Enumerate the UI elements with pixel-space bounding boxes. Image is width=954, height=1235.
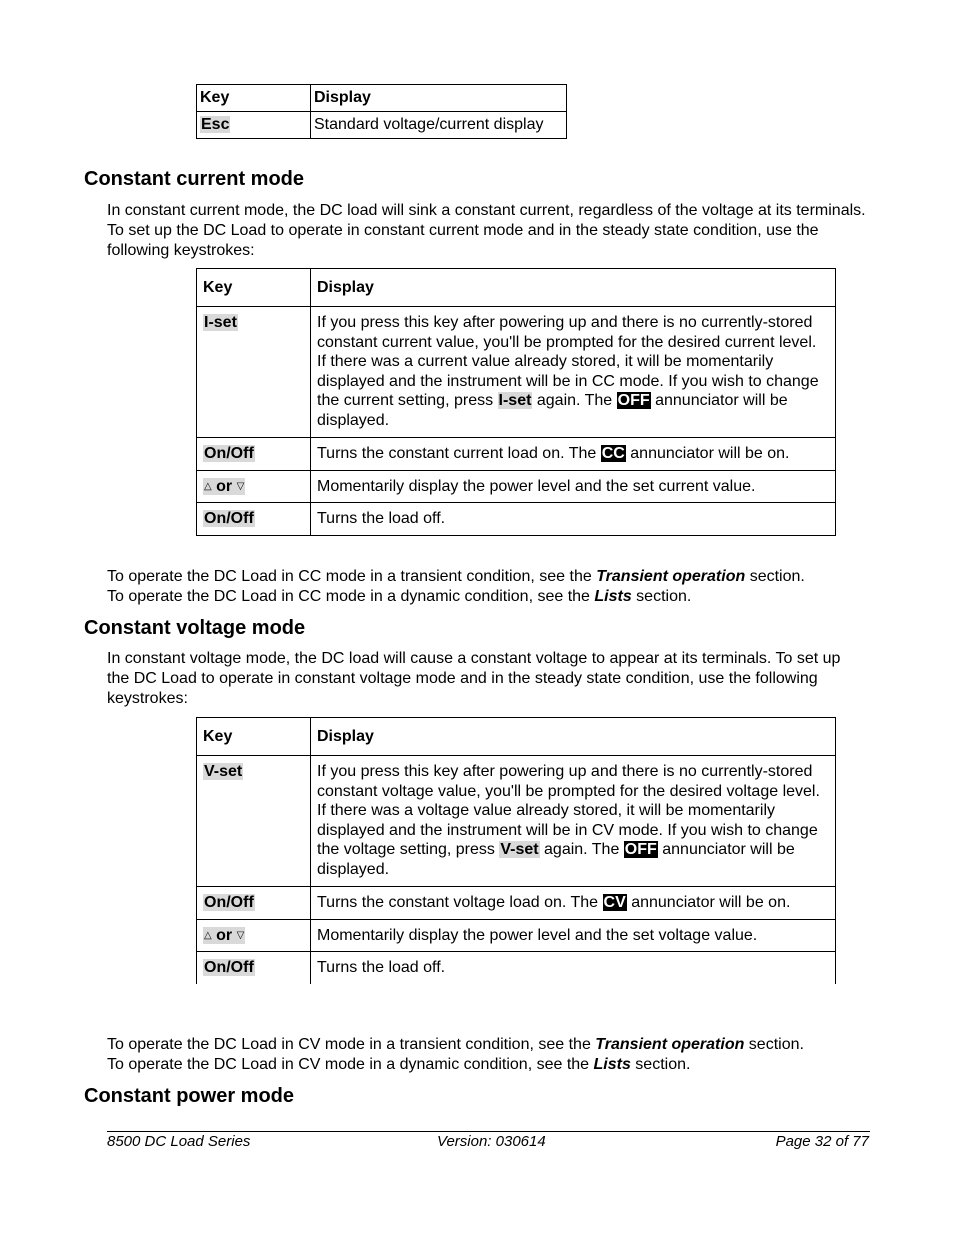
display-cell: Momentarily display the power level and the set voltage value. bbox=[311, 919, 836, 952]
cc-annunciator: CC bbox=[601, 445, 625, 462]
table-header-key: Key bbox=[197, 718, 311, 756]
cp-heading: Constant power mode bbox=[84, 1085, 295, 1107]
table-header-display: Display bbox=[311, 269, 836, 307]
down-arrow-icon: ▽ bbox=[236, 929, 245, 941]
down-arrow-icon: ▽ bbox=[236, 480, 245, 492]
cv-keystroke-table bbox=[196, 717, 836, 984]
up-arrow-icon: △ bbox=[204, 480, 212, 492]
key-label: On/Off bbox=[204, 510, 254, 527]
cc-intro: In constant current mode, the DC load will sink a constant current, regardless of the voltage at its terminals. To set up the DC Load to operate in constant current mode and in the steady state condition, use the following keystrokes: bbox=[107, 202, 866, 259]
lists-ref: Lists bbox=[594, 587, 632, 605]
table-row bbox=[197, 438, 836, 471]
cv-heading: Constant voltage mode bbox=[84, 617, 306, 639]
key-label: On/Off bbox=[204, 894, 254, 911]
footer-rule bbox=[107, 1131, 870, 1132]
up-arrow-icon: △ bbox=[204, 929, 212, 941]
key-label: On/Off bbox=[204, 959, 254, 976]
off-annunciator: OFF bbox=[617, 392, 650, 409]
display-cell: Turns the constant current load on. The CC annunciator will be on. bbox=[311, 438, 836, 471]
arrow-keys: △ or ▽ bbox=[204, 926, 245, 944]
lists-ref: Lists bbox=[593, 1055, 631, 1073]
footer-left: 8500 DC Load Series bbox=[107, 1133, 251, 1150]
table-header-display: Display bbox=[311, 718, 836, 756]
table-row bbox=[197, 887, 836, 920]
table-row bbox=[197, 756, 836, 887]
display-cell: Standard voltage/current display bbox=[311, 112, 567, 139]
display-cell: Momentarily display the power level and the set current value. bbox=[311, 470, 836, 503]
inline-key: V-set bbox=[500, 841, 539, 858]
cv-annunciator: CV bbox=[603, 894, 626, 911]
table-header-display: Display bbox=[311, 85, 567, 112]
key-label: V-set bbox=[204, 763, 243, 780]
inline-key: I-set bbox=[498, 392, 532, 409]
cv-after-text: To operate the DC Load in CV mode in a transient condition, see the Transient operation section. To operate the DC Load in CV mode in a dynamic condition, see the Lists section. bbox=[107, 1036, 804, 1073]
transient-operation-ref: Transient operation bbox=[596, 568, 746, 585]
table-row bbox=[197, 307, 836, 438]
table-header-key: Key bbox=[197, 269, 311, 307]
display-cell: Turns the load off. bbox=[311, 503, 836, 536]
table-header-key: Key bbox=[197, 85, 311, 112]
table-row bbox=[197, 919, 836, 952]
off-annunciator: OFF bbox=[624, 841, 657, 858]
arrow-keys: △ or ▽ bbox=[204, 477, 245, 495]
display-cell: If you press this key after powering up and there is no currently-stored constant current value, you'll be prompted for the desired current level. If there was a current value already stored, it will be momentarily displayed and the instrument will be in CC mode. If you wish to change the current setting, press I-set again. The OFF annunciator will be displayed. bbox=[311, 307, 836, 438]
table-row bbox=[197, 470, 836, 503]
transient-operation-ref: Transient operation bbox=[595, 1036, 745, 1053]
table-row bbox=[197, 952, 836, 984]
display-cell: Turns the constant voltage load on. The CV annunciator will be on. bbox=[311, 887, 836, 920]
key-label: Esc bbox=[201, 116, 230, 134]
cc-heading: Constant current mode bbox=[84, 168, 305, 190]
table-row bbox=[197, 112, 567, 139]
footer-version: Version: 030614 bbox=[437, 1133, 546, 1150]
key-label: On/Off bbox=[204, 445, 254, 462]
table-row bbox=[197, 503, 836, 536]
footer-page-number: Page 32 of 77 bbox=[775, 1133, 869, 1150]
cv-intro: In constant voltage mode, the DC load will cause a constant voltage to appear at its terminals. To set up the DC Load to operate in constant voltage mode and in the steady state condition, use the following keystrokes: bbox=[107, 650, 841, 707]
cc-keystroke-table bbox=[196, 268, 836, 536]
cc-after-text: To operate the DC Load in CC mode in a transient condition, see the Transient operation section. To operate the DC Load in CC mode in a dynamic condition, see the Lists section. bbox=[107, 568, 805, 605]
display-cell: Turns the load off. bbox=[311, 952, 836, 984]
display-cell: If you press this key after powering up and there is no currently-stored constant voltage value, you'll be prompted for the desired voltage level. If there was a voltage value already stored, it will be momentarily displayed and the instrument will be in CV mode. If you wish to change the voltage setting, press V-set again. The OFF annunciator will be displayed. bbox=[311, 756, 836, 887]
esc-key-table bbox=[196, 84, 567, 139]
key-label: I-set bbox=[204, 314, 237, 331]
